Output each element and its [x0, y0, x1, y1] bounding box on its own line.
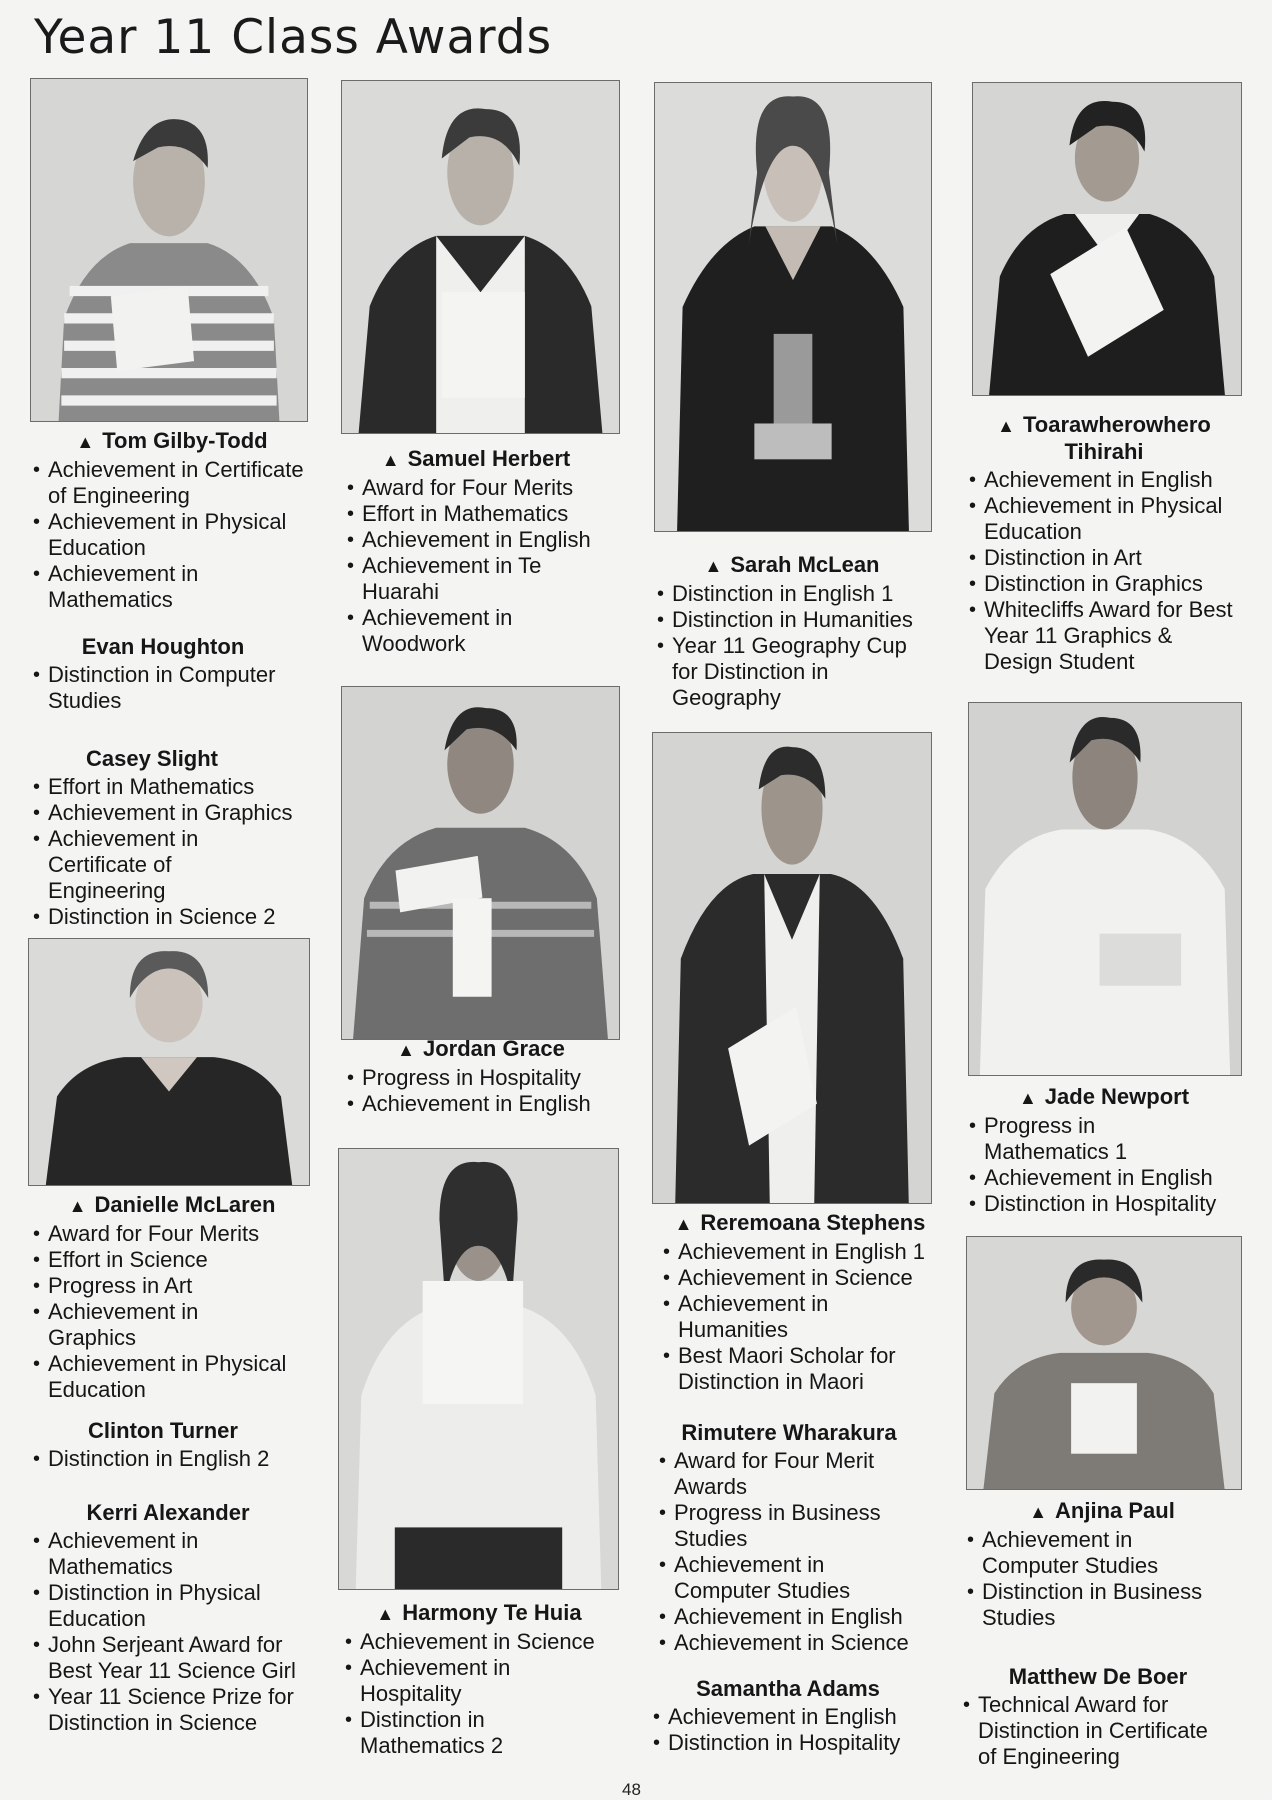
award-item: • Year 11 Science Prize for Distinction in Science	[32, 1684, 304, 1736]
award-entry	[346, 446, 606, 657]
photo-anjina-paul	[966, 1236, 1242, 1490]
student-name: Casey Slight	[85, 746, 219, 771]
award-list	[658, 1448, 920, 1656]
photo-harmony-te-huia	[338, 1148, 619, 1590]
award-item: • Effort in Mathematics	[32, 774, 312, 800]
award-item: • Progress in Business Studies	[658, 1500, 920, 1552]
award-entry	[652, 1676, 924, 1756]
student-name: Samantha Adams	[696, 1676, 880, 1701]
student-name: Matthew De Boer	[1008, 1664, 1188, 1689]
marker-icon: ▲	[704, 556, 723, 576]
award-item: • Achievement in Certificate of Engineering	[32, 826, 248, 904]
student-name: ▲ Sarah McLean	[704, 552, 880, 577]
award-item: • Distinction in Art	[968, 545, 1240, 571]
photo-jordan-grace	[341, 686, 620, 1040]
award-list	[344, 1629, 614, 1759]
award-item: • Achievement in Mathematics	[32, 561, 312, 613]
award-entry	[968, 1084, 1240, 1217]
photo-sarah-mclean	[654, 82, 932, 532]
marker-icon: ▲	[1018, 1088, 1037, 1108]
award-item: • Achievement in Mathematics	[32, 1528, 228, 1580]
award-entry	[32, 634, 294, 714]
photo-samuel-herbert	[341, 80, 620, 434]
award-item: • Achievement in English	[346, 1091, 616, 1117]
award-item: • Achievement in Science	[658, 1630, 920, 1656]
award-item: • Award for Four Merits	[346, 475, 606, 501]
award-list	[32, 662, 294, 714]
award-item: • Achievement in Science	[662, 1265, 938, 1291]
marker-icon: ▲	[1029, 1502, 1048, 1522]
award-item: • Distinction in Humanities	[656, 607, 928, 633]
award-item: • Achievement in English	[968, 467, 1240, 493]
student-name: Clinton Turner	[88, 1418, 238, 1443]
award-item: • Distinction in Physical Education	[32, 1580, 304, 1632]
award-list	[966, 1527, 1238, 1631]
page-title: Year 11 Class Awards	[34, 10, 553, 65]
award-entry	[32, 746, 312, 930]
award-item: • Achievement in English	[968, 1165, 1240, 1191]
award-entry	[658, 1420, 920, 1656]
award-list	[968, 467, 1240, 675]
award-item: • Effort in Science	[32, 1247, 312, 1273]
award-item: • Whitecliffs Award for Best Year 11 Graphics & Design Student	[968, 597, 1240, 675]
student-name: ▲ Danielle McLaren	[68, 1192, 276, 1217]
award-list	[656, 581, 928, 711]
award-entry	[32, 428, 312, 613]
student-name: Evan Houghton	[81, 634, 245, 659]
photo-reremoana-stephens	[652, 732, 932, 1204]
award-list	[968, 1113, 1240, 1217]
award-item: • Achievement in Computer Studies	[966, 1527, 1182, 1579]
award-item: • Distinction in Computer Studies	[32, 662, 294, 714]
award-entry	[32, 1192, 312, 1403]
award-item: • Distinction in Hospitality	[968, 1191, 1240, 1217]
award-item: • Best Maori Scholar for Distinction in Maori	[662, 1343, 938, 1395]
student-name: ▲ Reremoana Stephens	[674, 1210, 926, 1235]
award-item: • Progress in Hospitality	[346, 1065, 616, 1091]
award-item: • Achievement in Physical Education	[32, 509, 312, 561]
award-entry	[346, 1036, 616, 1117]
marker-icon: ▲	[68, 1196, 87, 1216]
photo-tom-gilby-todd	[30, 78, 308, 422]
award-item: • Achievement in Woodwork	[346, 605, 542, 657]
student-name: ▲ Jordan Grace	[397, 1036, 565, 1061]
award-item: • Achievement in Certificate of Engineering	[32, 457, 312, 509]
award-entry	[656, 552, 928, 711]
award-entry	[662, 1210, 938, 1395]
award-item: • Award for Four Merits	[32, 1221, 312, 1247]
photo-danielle-mclaren	[28, 938, 310, 1186]
award-list	[662, 1239, 938, 1395]
photo-jade-newport	[968, 702, 1242, 1076]
marker-icon: ▲	[76, 432, 95, 452]
award-entry	[962, 1664, 1234, 1770]
award-item: • Achievement in Graphics	[32, 1299, 228, 1351]
award-item: • Effort in Mathematics	[346, 501, 606, 527]
award-item: • Achievement in Te Huarahi	[346, 553, 562, 605]
award-list	[32, 1221, 312, 1403]
marker-icon: ▲	[397, 1040, 415, 1060]
award-item: • Achievement in Humanities	[662, 1291, 858, 1343]
student-name: Kerri Alexander	[86, 1500, 250, 1525]
student-name: ▲ Anjina Paul	[1029, 1498, 1175, 1523]
award-item: • Distinction in English 2	[32, 1446, 294, 1472]
award-list	[346, 1065, 616, 1117]
award-item: • Progress in Mathematics 1	[968, 1113, 1154, 1165]
award-item: • Progress in Art	[32, 1273, 312, 1299]
student-name: ▲ Jade Newport	[1018, 1084, 1190, 1109]
award-entry	[32, 1500, 304, 1736]
award-entry	[966, 1498, 1238, 1631]
photo-toarawherowhero-tihirahi	[972, 82, 1242, 396]
award-item: • Distinction in English 1	[656, 581, 928, 607]
student-name: ▲ Tom Gilby-Todd	[76, 428, 268, 453]
award-item: • Year 11 Geography Cup for Distinction in Geography	[656, 633, 928, 711]
award-item: • Award for Four Merit Awards	[658, 1448, 920, 1500]
award-entry	[344, 1600, 614, 1759]
award-list	[32, 1446, 294, 1472]
award-item: • Distinction in Graphics	[968, 571, 1240, 597]
award-item: • Achievement in Graphics	[32, 800, 312, 826]
award-entry	[968, 412, 1240, 675]
award-list	[32, 774, 312, 930]
award-item: • Distinction in Science 2	[32, 904, 312, 930]
award-list	[346, 475, 606, 657]
award-item: • Achievement in English	[652, 1704, 924, 1730]
student-name: ▲ Harmony Te Huia	[376, 1600, 582, 1625]
award-item: • Achievement in English 1	[662, 1239, 938, 1265]
award-list	[32, 1528, 304, 1736]
award-list	[962, 1692, 1234, 1770]
award-entry	[32, 1418, 294, 1472]
award-item: • Achievement in Science	[344, 1629, 614, 1655]
marker-icon: ▲	[674, 1214, 693, 1234]
award-item: • Achievement in Physical Education	[32, 1351, 312, 1403]
award-item: • Achievement in English	[658, 1604, 920, 1630]
award-item: • John Serjeant Award for Best Year 11 Science Girl	[32, 1632, 304, 1684]
award-item: • Achievement in Computer Studies	[658, 1552, 920, 1604]
marker-icon: ▲	[997, 416, 1015, 436]
award-item: • Technical Award for Distinction in Certificate of Engineering	[962, 1692, 1214, 1770]
award-list	[652, 1704, 924, 1756]
student-name: ▲ Samuel Herbert	[381, 446, 571, 471]
award-item: • Achievement in English	[346, 527, 606, 553]
marker-icon: ▲	[381, 450, 400, 470]
student-name: Rimutere Wharakura	[681, 1420, 897, 1445]
student-name: ▲ Toarawherowhero Tihirahi	[997, 412, 1211, 464]
award-item: • Distinction in Mathematics 2	[344, 1707, 510, 1759]
award-list	[32, 457, 312, 613]
award-item: • Achievement in Physical Education	[968, 493, 1240, 545]
award-item: • Distinction in Business Studies	[966, 1579, 1238, 1631]
award-item: • Achievement in Hospitality	[344, 1655, 530, 1707]
page-number: 48	[622, 1780, 641, 1799]
marker-icon: ▲	[376, 1604, 395, 1624]
award-item: • Distinction in Hospitality	[652, 1730, 924, 1756]
